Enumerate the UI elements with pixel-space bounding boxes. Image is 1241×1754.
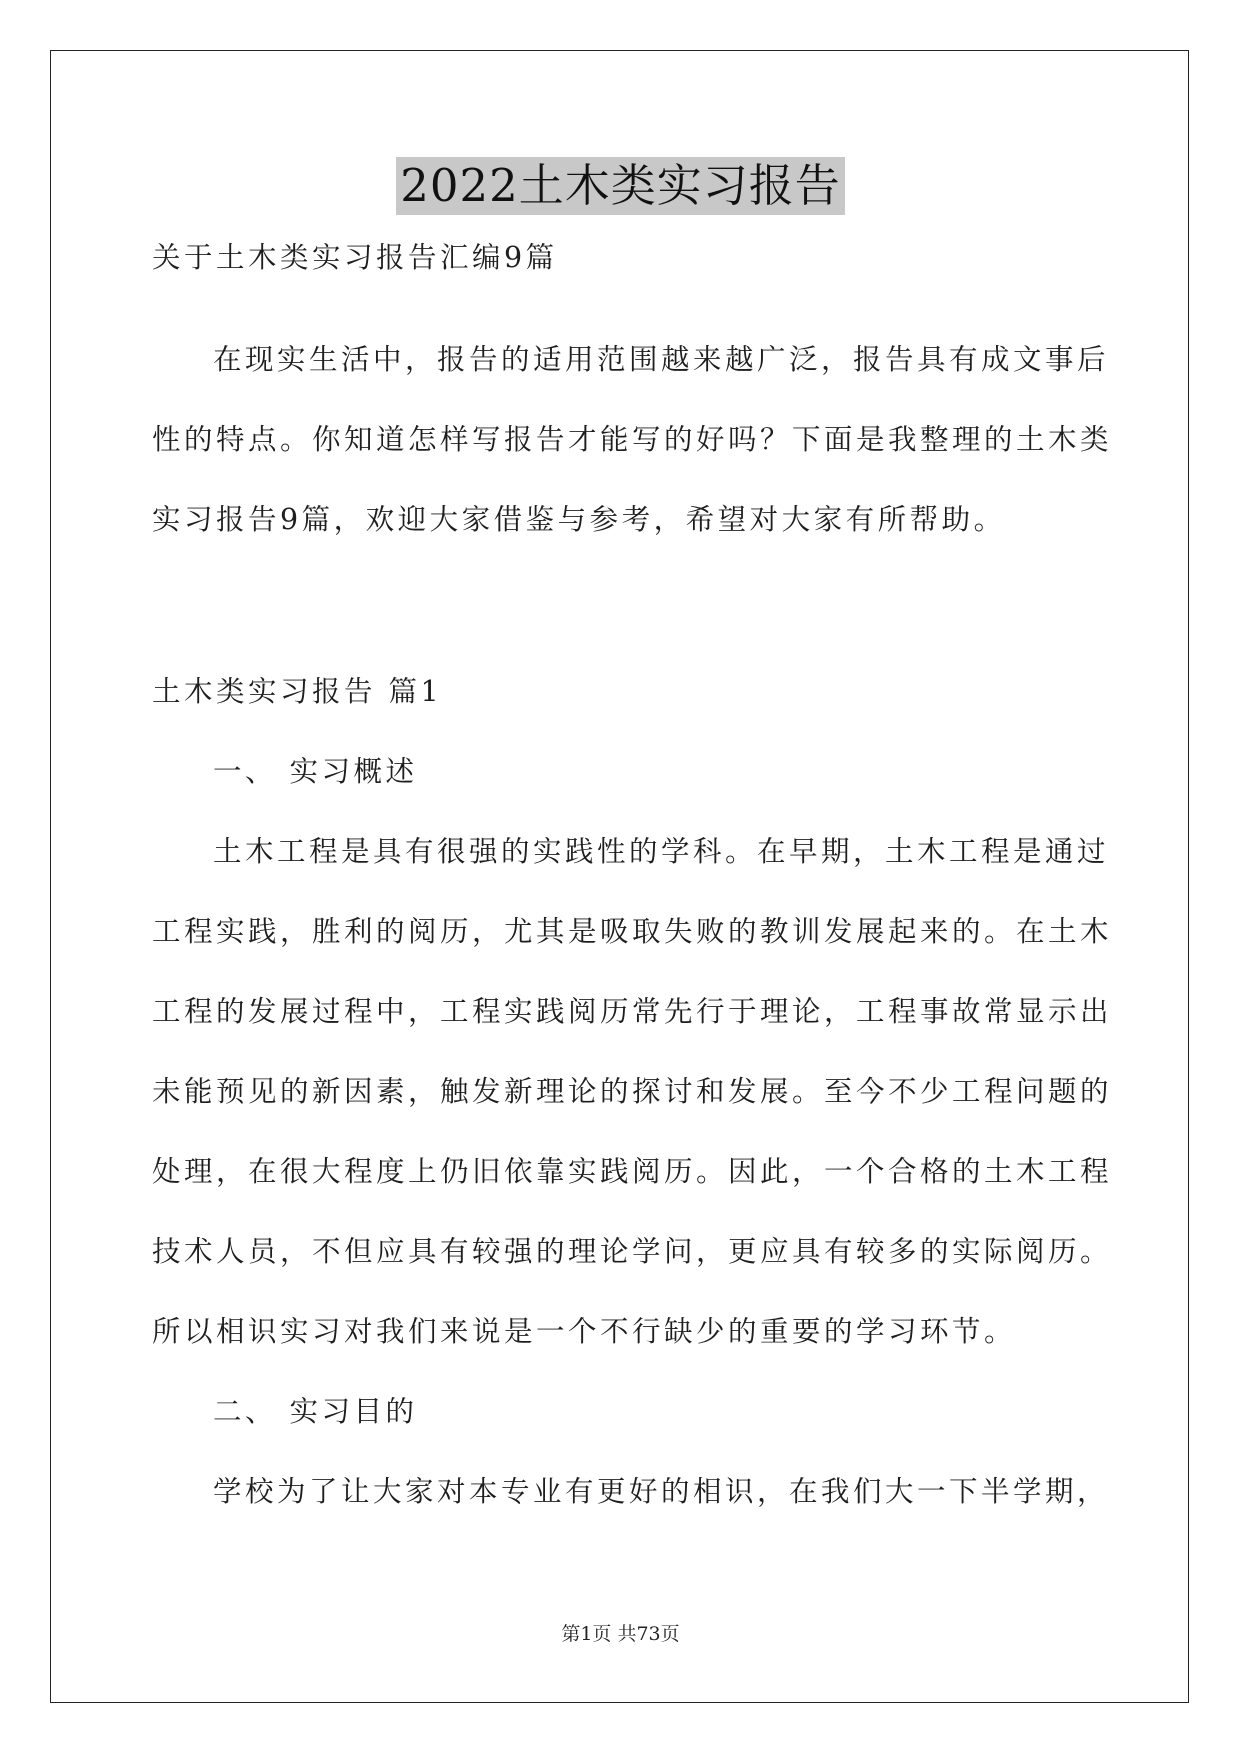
subtitle-line[interactable]: 关于土木类实习报告汇编9篇: [152, 241, 558, 274]
body-paragraph-line-3[interactable]: 工程的发展过程中，工程实践阅历常先行于理论，工程事故常显示出: [152, 995, 1113, 1028]
document-title[interactable]: 2022土木类实习报告: [396, 157, 845, 215]
subsection-heading-overview[interactable]: 一、 实习概述: [213, 755, 418, 788]
subsection-heading-purpose[interactable]: 二、 实习目的: [213, 1395, 418, 1428]
page-border: [50, 50, 1189, 1703]
page-number-footer: 第1页 共73页: [561, 1623, 680, 1645]
intro-paragraph-line-3[interactable]: 实习报告9篇，欢迎大家借鉴与参考，希望对大家有所帮助。: [152, 503, 1006, 536]
body-paragraph-line-6[interactable]: 技术人员，不但应具有较强的理论学问，更应具有较多的实际阅历。: [152, 1235, 1113, 1268]
intro-paragraph-line-2[interactable]: 性的特点。你知道怎样写报告才能写的好吗？下面是我整理的土木类: [152, 423, 1113, 456]
body-paragraph-line-7[interactable]: 所以相识实习对我们来说是一个不行缺少的重要的学习环节。: [152, 1315, 1017, 1348]
body-paragraph-line-2[interactable]: 工程实践，胜利的阅历，尤其是吸取失败的教训发展起来的。在土木: [152, 915, 1113, 948]
title-container: [0, 157, 1241, 215]
body-paragraph-line-5[interactable]: 处理，在很大程度上仍旧依靠实践阅历。因此，一个合格的土木工程: [152, 1155, 1113, 1188]
body-paragraph-line-4[interactable]: 未能预见的新因素，触发新理论的探讨和发展。至今不少工程问题的: [152, 1075, 1113, 1108]
intro-paragraph-line-1[interactable]: 在现实生活中，报告的适用范围越来越广泛，报告具有成文事后: [213, 343, 1110, 376]
section-heading[interactable]: 土木类实习报告 篇1: [152, 675, 443, 708]
body-paragraph-2-line-1[interactable]: 学校为了让大家对本专业有更好的相识，在我们大一下半学期，: [213, 1475, 1110, 1508]
body-paragraph-line-1[interactable]: 土木工程是具有很强的实践性的学科。在早期，土木工程是通过: [213, 835, 1110, 868]
